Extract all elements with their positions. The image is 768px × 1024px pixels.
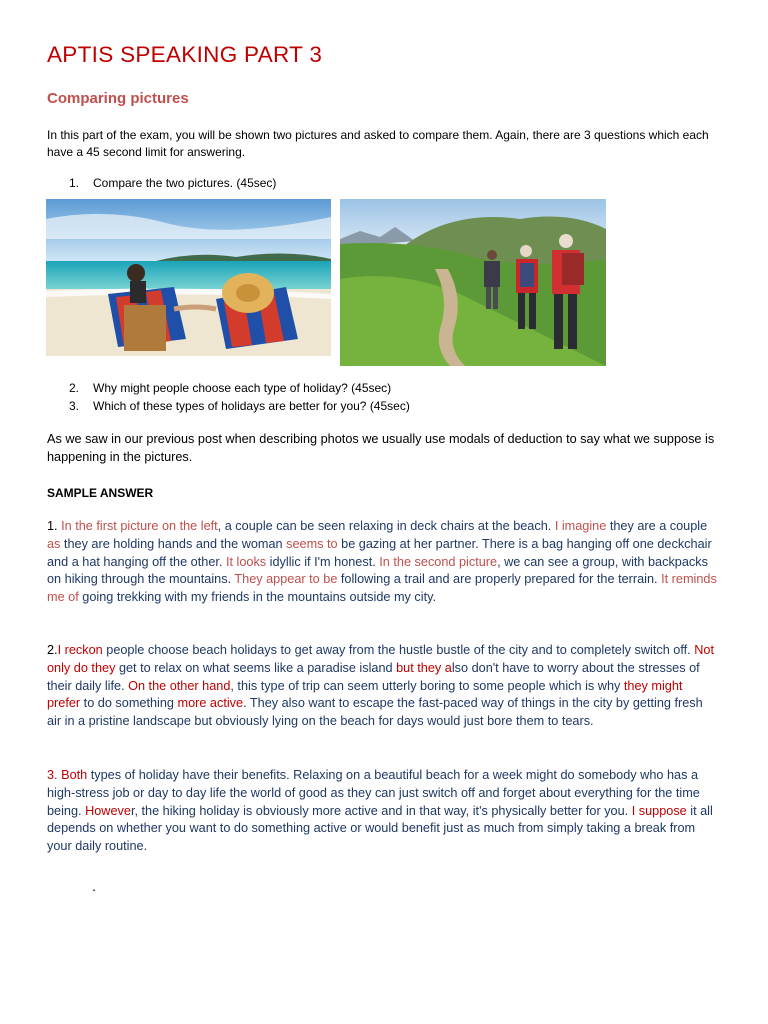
- hiking-picture: [340, 199, 606, 366]
- question-1: [69, 176, 276, 190]
- highlight-phrase: Both: [61, 768, 88, 782]
- answer-number: 1.: [47, 519, 62, 533]
- highlight-phrase: seems to: [286, 536, 338, 551]
- highlight-phrase: but they a: [396, 660, 452, 675]
- page-title: APTIS SPEAKING PART 3: [47, 42, 323, 67]
- highlight-phrase: I suppose: [631, 803, 687, 818]
- highlight-phrase: They appear to be: [234, 572, 338, 587]
- highlight-phrase: I imagine: [554, 519, 607, 533]
- sample-answer-heading: SAMPLE ANSWER: [47, 486, 154, 500]
- answer-1: [47, 518, 717, 607]
- answer-text: to do something: [80, 696, 178, 711]
- question-list: [69, 379, 410, 415]
- highlight-phrase: In the first picture on the left: [61, 519, 218, 533]
- answer-text: get to relax on what seems like a paradise island: [115, 660, 397, 675]
- answer-text: be gazing at her partner. There is a bag hanging off one deckchair and a hat hanging off the other.: [47, 536, 712, 569]
- bullet-point: .: [92, 878, 96, 894]
- answer-text: people choose beach holidays to get away from the hustle bustle of the city and to completely switch off.: [102, 643, 695, 657]
- answer-text: idyllic if I'm honest.: [266, 554, 380, 569]
- answer-text: going trekking with my friends in the mountains outside my city.: [78, 590, 437, 605]
- highlight-phrase: they might prefer: [47, 678, 683, 711]
- answer-text: . They also want to escape the fast-paced way of things in the city by getting fresh air in a pristine landscape but obviously lying on the beach for days would just bore them to tears.: [47, 696, 703, 729]
- answer-text: , we can see a group, with backpacks on hiking through the mountains.: [47, 554, 708, 587]
- question-text: Which of these types of holidays are better for you? (45sec): [93, 399, 410, 413]
- highlight-phrase: Howeve: [85, 803, 131, 818]
- question-text: Compare the two pictures. (45sec): [93, 176, 277, 190]
- answer-number: 3.: [47, 768, 62, 782]
- question-3: [69, 397, 410, 415]
- answer-text: it all depends on whether you want to do something active or would benefit just as much from simply taking a break from your daily routine.: [47, 803, 713, 854]
- answer-text: they are holding hands and the woman: [60, 536, 287, 551]
- answer-text: , a couple can be seen relaxing in deck chairs at the beach.: [217, 519, 555, 533]
- question-number: 1.: [69, 176, 80, 190]
- answer-text: following a trail and are properly prepared for the terrain.: [337, 572, 662, 587]
- answer-text: r, the hiking holiday is obviously more active and in that way, it's physically better for you.: [130, 803, 632, 818]
- answer-number: 2.: [47, 643, 58, 657]
- question-2: [69, 379, 410, 397]
- answer-2: [47, 642, 717, 731]
- explanation-paragraph: As we saw in our previous post when describing photos we usually use modals of deduction to say what we suppose is happening in the pictures.: [47, 432, 715, 464]
- highlight-phrase: Not only do they: [47, 643, 714, 675]
- highlight-phrase: It looks: [225, 554, 267, 569]
- highlight-phrase: On the other hand: [128, 678, 231, 693]
- highlight-phrase: In the second picture: [379, 554, 498, 569]
- answer-text: , this type of trip can seem utterly boring to some people which is why: [230, 678, 624, 693]
- beach-picture: [46, 199, 331, 356]
- answer-text: lso don't have to worry about the stresses of their daily life.: [47, 660, 700, 693]
- question-number: 3.: [69, 399, 80, 413]
- answer-3: [47, 767, 717, 856]
- highlight-phrase: more active: [177, 696, 244, 711]
- question-text: Why might people choose each type of holiday? (45sec): [93, 381, 392, 395]
- highlight-phrase: I reckon: [57, 643, 103, 657]
- question-number: 2.: [69, 381, 80, 395]
- page-subtitle: Comparing pictures: [47, 90, 189, 107]
- intro-paragraph: In this part of the exam, you will be shown two pictures and asked to compare them. Again, there are 3 questions which each have a 45 second limit for answering.: [47, 128, 709, 159]
- answer-text: they are a couple: [606, 519, 708, 533]
- highlight-phrase: as: [47, 536, 61, 551]
- answer-text: types of holiday have their benefits. Relaxing on a beautiful beach for a week might do somebody who has a high-stress job or day to day life the world of good as they can just switch off and forget about everything for the time being.: [47, 768, 700, 818]
- highlight-phrase: It reminds me of: [47, 572, 717, 605]
